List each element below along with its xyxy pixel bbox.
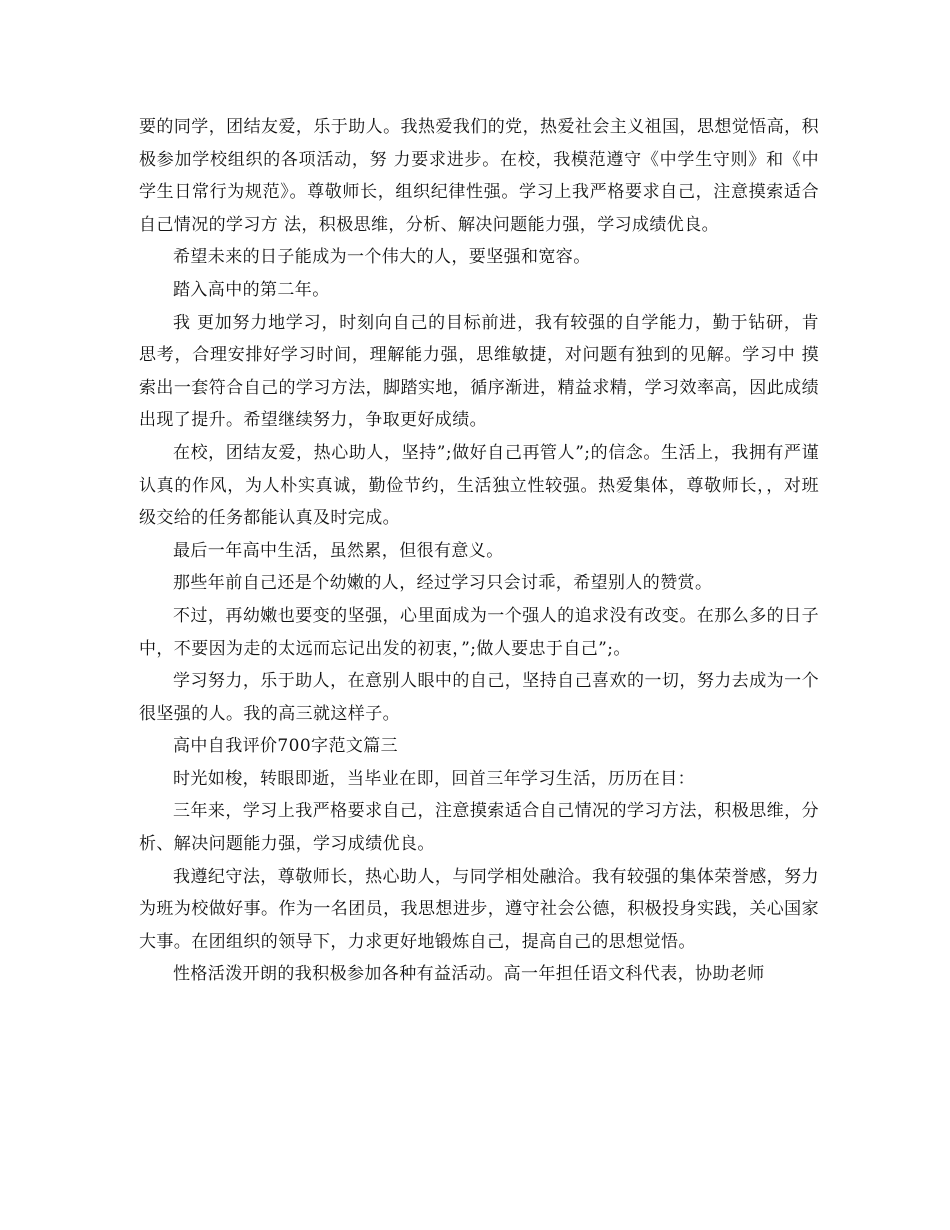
paragraph: 在校，团结友爱，热心助人，坚持”;做好自己再管人”;的信念。生活上，我拥有严谨认真的作风，为人朴实真诚，勤俭节约，生活独立性较强。热爱集体，尊敬师长，，对班级交给的任务都能认真及时完成。 xyxy=(139,442,819,529)
paragraph: 三年来，学习上我严格要求自己，注意摸索适合自己情况的学习方法，积极思维，分析、解决问题能力强，学习成绩优良。 xyxy=(139,801,819,855)
paragraph: 我遵纪守法，尊敬师长，热心助人，与同学相处融洽。我有较强的集体荣誉感，努力为班为校做好事。作为一名团员，我思想进步，遵守社会公德，积极投身实践，关心国家大事。在团组织的领导下，力求更好地锻炼自己，提高自己的思想觉悟。 xyxy=(139,866,819,952)
paragraph: 我 更加努力地学习，时刻向自己的目标前进，我有较强的自学能力，勤于钻研，肯思考，合理安排好学习时间，理解能力强，思维敏捷，对问题有独到的见解。学习中 摸索出一套符合自己的学习方法，脚踏实地，循序渐进，精益求精，学习效率高，因此成绩出现了提升。希望继续努力，争取更好成绩。 xyxy=(139,312,819,431)
paragraph: 不过，再幼嫩也要变的坚强，心里面成为一个强人的追求没有改变。在那么多的日子中，不要因为走的太远而忘记出发的初衷，”;做人要忠于自己”;。 xyxy=(139,605,819,659)
paragraph: 学习努力，乐于助人，在意别人眼中的自己，坚持自己喜欢的一切，努力去成为一个很坚强的人。我的高三就这样子。 xyxy=(139,671,819,724)
paragraph: 时光如梭，转眼即逝，当毕业在即，回首三年学习生活，历历在目： xyxy=(173,768,695,789)
document-body xyxy=(139,111,819,991)
paragraph: 希望未来的日子能成为一个伟大的人，要坚强和宽容。 xyxy=(173,247,591,268)
paragraph: 最后一年高中生活，虽然累，但很有意义。 xyxy=(173,540,504,561)
paragraph: 性格活泼开朗的我积极参加各种有益活动。高一年担任语文科代表，协助老师 xyxy=(173,964,765,985)
section-heading: 高中自我评价700字范文篇三 xyxy=(173,736,399,757)
paragraph: 要的同学，团结友爱，乐于助人。我热爱我们的党，热爱社会主义祖国，思想觉悟高，积极参加学校组织的各项活动，努 力要求进步。在校，我模范遵守《中学生守则》和《中学生日常行为规范》。尊敬师长，组织纪律性强。学习上我严格要求自己，注意摸索适合自己情况的学习方 法，积极思维，分析、解决问题能力强，学习成绩优良。 xyxy=(139,117,819,235)
paragraph: 踏入高中的第二年。 xyxy=(173,279,330,300)
paragraph: 那些年前自己还是个幼嫩的人，经过学习只会讨乖，希望别人的赞赏。 xyxy=(173,573,713,594)
